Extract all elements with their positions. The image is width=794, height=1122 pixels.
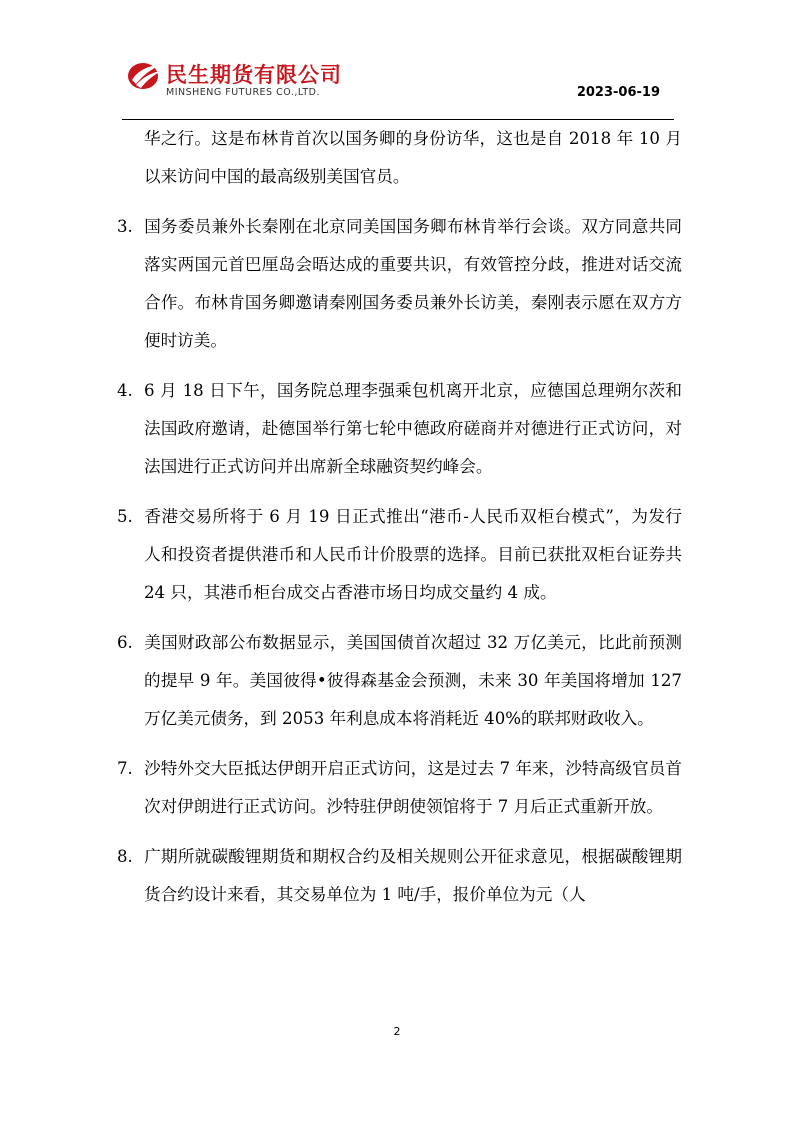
item-text: 沙特外交大臣抵达伊朗开启正式访问，这是过去 7 年来，沙特高级官员首次对伊朗进行正式访问。沙特驻伊朗使领馆将于 7 月后正式重新开放。: [144, 759, 682, 816]
item-text: 美国财政部公布数据显示，美国国债首次超过 32 万亿美元，比此前预测的提早 9 年。美国彼得•彼得森基金会预测，未来 30 年美国将增加 127 万亿美元债务，到 2053 年利息成本将消耗近 40%的联邦财政收入。: [144, 633, 682, 728]
list-item-3: [117, 208, 682, 360]
item-text: 香港交易所将于 6 月 19 日正式推出“港币-人民币双柜台模式”，为发行人和投资者提供港币和人民币计价股票的选择。目前已获批双柜台证券共 24 只，其港币柜台成交占香港市场日均成交量约 4 成。: [144, 507, 682, 602]
logo-chinese-name: 民生期货有限公司: [166, 63, 342, 87]
list-item-7: [117, 750, 682, 826]
item-number: 8.: [117, 847, 133, 866]
item-number: 4.: [117, 381, 133, 400]
item-number: 5.: [117, 507, 133, 526]
item-text: 广期所就碳酸锂期货和期权合约及相关规则公开征求意见，根据碳酸锂期货合约设计来看，其交易单位为 1 吨/手，报价单位为元（人: [144, 847, 682, 904]
list-item-8: [117, 838, 682, 914]
company-logo: [122, 56, 362, 102]
continuation-paragraph: 华之行。这是布林肯首次以国务卿的身份访华，这也是自 2018 年 10 月以来访问中国的最高级别美国官员。: [144, 129, 682, 186]
minsheng-logo-icon: [126, 58, 164, 92]
item-text: 6 月 18 日下午，国务院总理李强乘包机离开北京，应德国总理朔尔茨和法国政府邀请，赴德国举行第七轮中德政府磋商并对德进行正式访问，对法国进行正式访问并出席新全球融资契约峰会。: [144, 381, 682, 476]
list-item-6: [117, 624, 682, 738]
item-number: 6.: [117, 633, 133, 652]
item-text: 国务委员兼外长秦刚在北京同美国国务卿布林肯举行会谈。双方同意共同落实两国元首巴厘岛会晤达成的重要共识，有效管控分歧，推进对话交流合作。布林肯国务卿邀请秦刚国务委员兼外长访美，秦刚表示愿在双方方便时访美。: [144, 217, 682, 350]
logo-english-name: MINSHENG FUTURES CO.,LTD.: [166, 87, 320, 98]
list-item-5: [117, 498, 682, 612]
list-item-4: [117, 372, 682, 486]
item-number: 3.: [117, 217, 133, 236]
page-header: [122, 50, 674, 120]
report-date: 2023-06-19: [576, 85, 660, 100]
document-body: [117, 120, 682, 926]
item-number: 7.: [117, 759, 133, 778]
page-number: 2: [393, 1025, 401, 1038]
